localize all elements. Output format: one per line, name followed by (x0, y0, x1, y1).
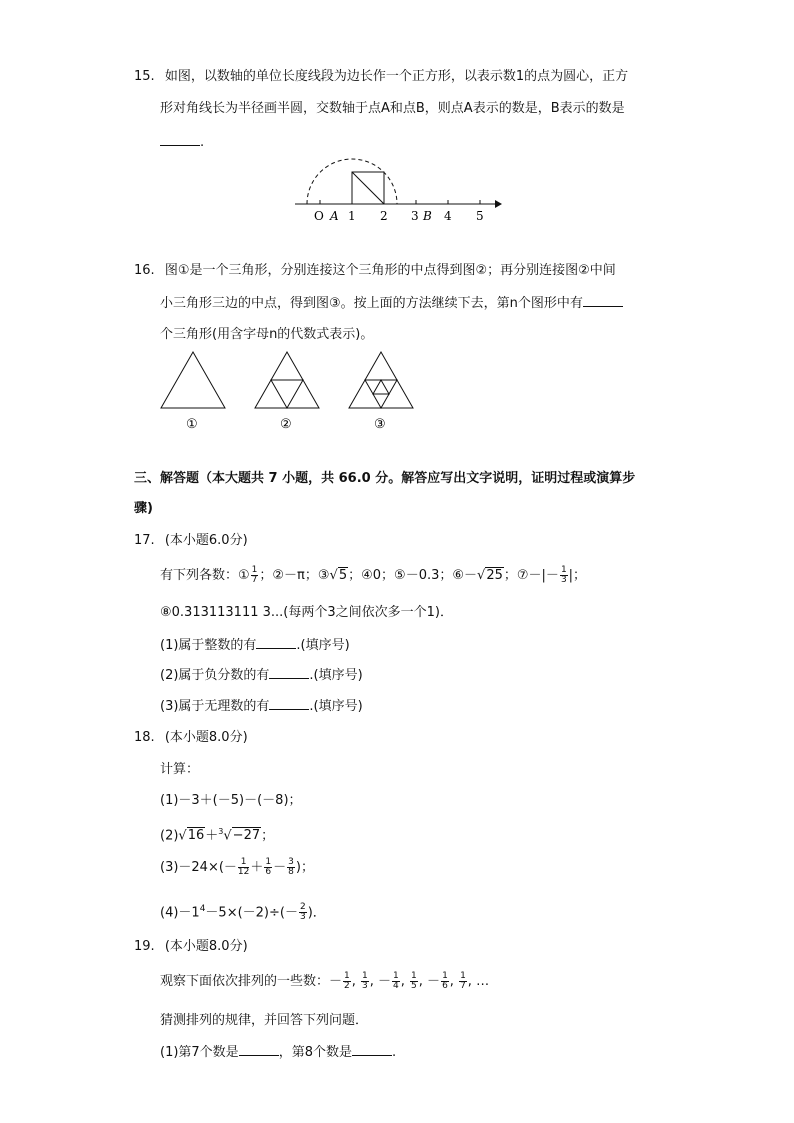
q19-sub1 (160, 1043, 396, 1062)
q16-line3 (160, 326, 373, 344)
q17-intro: 有下列各数： (160, 568, 239, 583)
cbrt-radicand: −27 (232, 828, 261, 844)
q17-sub2 (160, 666, 363, 685)
fraction-den: 3 (299, 912, 306, 923)
sqrt-radicand: 5 (338, 568, 348, 583)
fraction-den: 7 (460, 981, 466, 991)
triangle-1 (161, 352, 225, 408)
seq-item: $\frac{1}{7}$ , (460, 971, 477, 991)
q19-line2 (160, 1012, 368, 1030)
section-3-header-line2 (134, 500, 153, 518)
question-number: 18. (134, 730, 155, 745)
question-number: 15. (134, 69, 155, 84)
label-1: 1 (348, 209, 356, 223)
label-B: B (423, 209, 432, 223)
label-A: A (330, 209, 339, 223)
label-4: 4 (444, 209, 452, 223)
q17-sub3 (160, 697, 363, 716)
fraction-den: 6 (265, 867, 272, 877)
score-note: (本小题8.0分) (164, 730, 248, 745)
score-note: (本小题6.0分) (164, 533, 248, 548)
fraction-den: 5 (411, 981, 417, 991)
root-index: 3 (218, 827, 224, 836)
exponent: 4 (199, 904, 206, 914)
answer-blank[interactable] (583, 294, 623, 307)
seq-item: － $\frac{1}{4}$ , (378, 971, 410, 991)
fig-label-2: ② (280, 417, 292, 432)
label-2: 2 (380, 209, 388, 223)
fraction-den: 6 (442, 981, 448, 991)
answer-blank[interactable] (269, 666, 309, 679)
fraction-den: 3 (362, 981, 368, 991)
q17-numbers-line: 有下列各数：① $\frac{1}{7}$ ；②－π；③√5；④0；⑤－0.3；⑥－√25；⑦－|－ $\frac{1}{3}$ |； (160, 565, 587, 585)
fraction-num: 1 (442, 971, 448, 981)
q18-intro-text: 计算： (160, 762, 200, 777)
q16-text-1: 图①是一个三角形，分别连接这个三角形的中点得到图②；再分别连接图②中间 (164, 263, 616, 278)
item-text: ；⑦－|－ (503, 568, 559, 583)
score-note: (本小题8.0分) (164, 939, 248, 954)
section-3-title-cont: 骤) (134, 501, 153, 516)
seq-item: － $\frac{1}{6}$ , (427, 971, 459, 991)
fraction (287, 858, 295, 877)
fraction-num: 1 (251, 565, 258, 575)
label-5: 5 (476, 209, 484, 223)
sub-question: (2)属于负分数的有 (160, 668, 270, 683)
diagonal (352, 172, 384, 204)
label-3: 3 (411, 209, 419, 223)
item-8: ⑧0.313113111 3...(每两个3之间依次多一个1)． (160, 605, 453, 620)
fraction-den: 8 (288, 867, 294, 877)
q15-period: . (200, 135, 205, 150)
q18-p2: (2)√16＋$^3$√−27； (160, 827, 275, 844)
fraction-den: 4 (393, 981, 399, 991)
fraction (361, 972, 369, 991)
q18-p4 (160, 900, 326, 922)
seq-item: － $\frac{1}{2}$ , (329, 971, 361, 991)
fraction-num: 1 (362, 971, 368, 981)
fraction (392, 972, 400, 991)
sub-question: ，第8个数是 (278, 1045, 352, 1060)
section-3-header-line1 (134, 470, 635, 488)
semicolon: ； (261, 828, 275, 844)
triangle-3-inner (373, 380, 389, 394)
q16-triangle-figures (155, 346, 445, 436)
fraction-num: 1 (393, 971, 399, 981)
plus: ＋ (205, 828, 219, 844)
fraction (264, 858, 272, 877)
close: )． (307, 905, 326, 921)
sub-question: (1)第7个数是 (160, 1045, 239, 1060)
item-text: ；②－π；③ (259, 568, 330, 583)
fraction-num: 1 (344, 971, 350, 981)
fraction-num: 1 (238, 858, 249, 868)
fraction (459, 972, 467, 991)
q18-header (134, 729, 248, 747)
fraction-den: 12 (237, 867, 250, 877)
answer-blank[interactable] (352, 1043, 392, 1056)
sqrt-radicand: 16 (187, 828, 205, 844)
q17-sub1 (160, 636, 350, 655)
close: )； (295, 860, 314, 875)
q18-intro (160, 761, 199, 779)
fraction-num: 1 (265, 857, 272, 867)
fraction (410, 972, 418, 991)
fraction-num: 2 (299, 902, 306, 913)
seq-item: $\frac{1}{3}$ , (362, 971, 379, 991)
problem-4-text: －5×(－2)÷(－ (205, 905, 298, 921)
fig-label-3: ③ (374, 417, 386, 432)
fraction-num: 1 (460, 971, 466, 981)
fig-label-1: ① (186, 417, 198, 432)
fraction (343, 972, 351, 991)
q19-sequence (160, 972, 489, 991)
q15-text-2: 形对角线长为半径画半圆，交数轴于点A和点B，则点A表示的数是，B表示的数是 (160, 101, 625, 116)
period: . (391, 1045, 397, 1060)
answer-blank[interactable] (239, 1043, 279, 1056)
fraction-num: 1 (560, 565, 567, 575)
label-O: O (314, 209, 324, 223)
q16-text-2: 小三角形三边的中点，得到图③。按上面的方法继续下去，第n个图形中有 (160, 296, 583, 311)
q18-p1 (160, 792, 302, 810)
q19-instruction: 猜测排列的规律，并回答下列问题． (160, 1013, 369, 1028)
fraction (251, 566, 259, 585)
q16-text-3: 个三角形(用含字母n的代数式表示)。 (160, 327, 374, 342)
item-marker: ① (238, 568, 250, 583)
sub-question: (3)属于无理数的有 (160, 699, 270, 714)
section-3-title: 三、解答题（本大题共 7 小题，共 66.0 分。解答应写出文字说明，证明过程或演算步 (134, 471, 636, 486)
sub-tail: .(填序号) (309, 699, 363, 714)
q19-header (134, 938, 248, 956)
sub-question: (1)属于整数的有 (160, 638, 257, 653)
q15-line2 (160, 100, 625, 118)
problem-2-label: (2) (160, 828, 179, 844)
sqrt-radicand: 25 (486, 568, 503, 583)
problem-3-text: (3)－24×(－ (160, 860, 237, 875)
item-text: |； (568, 568, 587, 583)
fraction (238, 858, 249, 877)
ellipsis: … (476, 974, 490, 989)
q15-text-1: 如图，以数轴的单位长度线段为边长作一个正方形，以表示数1的点为圆心，正方 (164, 69, 629, 84)
problem-1: (1)－3＋(－5)－(－8)； (160, 793, 302, 808)
question-number: 17. (134, 533, 155, 548)
fraction-num: 1 (411, 971, 417, 981)
question-number: 16. (134, 263, 155, 278)
fraction (441, 972, 449, 991)
minus: － (273, 860, 287, 875)
sub-tail: .(填序号) (309, 668, 363, 683)
problem-4-text: (4)－1 (160, 905, 200, 921)
sign: － (329, 974, 343, 989)
q15-line3 (160, 133, 204, 152)
item-text: ；④0；⑤－0.3；⑥－ (348, 568, 478, 583)
answer-blank[interactable] (256, 636, 296, 649)
q17-header (134, 532, 248, 550)
fraction (560, 566, 568, 585)
answer-blank[interactable] (269, 697, 309, 710)
sub-tail: .(填序号) (296, 638, 350, 653)
q19-intro: 观察下面依次排列的一些数： (160, 974, 330, 989)
triangle-2-mid (271, 380, 303, 408)
question-number: 19. (134, 939, 155, 954)
fraction-den: 2 (344, 981, 350, 991)
answer-blank[interactable] (160, 133, 200, 146)
fraction-num: 3 (288, 857, 294, 867)
q16-line1 (134, 262, 616, 280)
plus: ＋ (250, 860, 264, 875)
q16-line2 (160, 294, 623, 313)
fraction-den: 3 (560, 575, 567, 585)
sign: － (427, 974, 441, 989)
q18-p3 (160, 858, 314, 877)
axis-arrow-icon (495, 200, 502, 208)
q17-line8 (160, 604, 453, 622)
fraction-den: 7 (251, 575, 258, 585)
sign: － (378, 974, 392, 989)
q15-number-line-figure (290, 152, 520, 232)
q15-line1 (134, 68, 628, 86)
seq-item: $\frac{1}{5}$ , (411, 971, 428, 991)
fraction (299, 903, 307, 922)
